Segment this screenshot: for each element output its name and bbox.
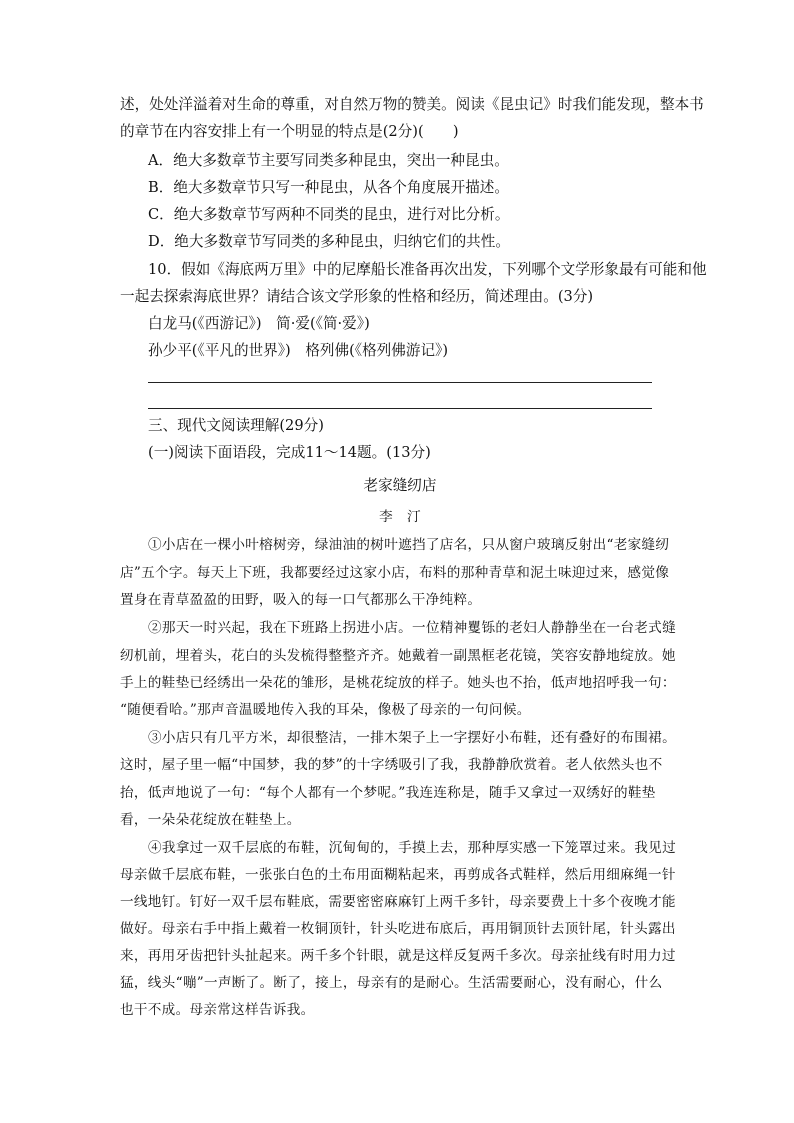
paragraph-4-line: 做好。母亲右手中指上戴着一枚铜顶针，针头吃进布底后，再用铜顶针去顶针尾，针头露出 <box>120 921 676 937</box>
q10-stem-line-1: 10．假如《海底两万里》中的尼摩船长准备再次出发，下列哪个文学形象最有可能和他 <box>148 261 707 278</box>
paragraph-3-line: 抬，低声地说了一句：“每个人都有一个梦呢。”我连连称是，随手又拿过一双绣好的鞋垫 <box>120 785 656 801</box>
q9-option-b: B．绝大多数章节只写一种昆虫，从各个角度展开描述。 <box>148 179 509 196</box>
sub-section-heading: (一)阅读下面语段，完成11～14题。(13分) <box>148 444 431 461</box>
q10-choices-line-1: 白龙马(《西游记》) 简·爱(《简·爱》) <box>148 315 370 332</box>
q9-stem-line-1: 述，处处洋溢着对生命的尊重，对自然万物的赞美。阅读《昆虫记》时我们能发现，整本书 <box>120 96 704 113</box>
section-heading: 三、现代文阅读理解(29分) <box>148 417 324 434</box>
paragraph-4-line: 母亲做千层底布鞋，一张张白色的土布用面糊粘起来，再剪成各式鞋样，然后用细麻绳一针 <box>120 867 676 883</box>
q9-option-a: A．绝大多数章节主要写同类多种昆虫，突出一种昆虫。 <box>148 152 509 169</box>
paragraph-1-line: 置身在青草盈盈的田野，吸入的每一口气都那么干净纯粹。 <box>120 592 482 608</box>
article-title: 老家缝纫店 <box>363 477 437 494</box>
paragraph-3-line: 看，一朵朵花绽放在鞋垫上。 <box>120 812 301 828</box>
article-author: 李 汀 <box>379 509 421 525</box>
paragraph-2-line: ②那天一时兴起，我在下班路上拐进小店。一位精神矍铄的老妇人静静坐在一台老式缝 <box>148 620 676 636</box>
paragraph-2-line: “随便看哈。”那声音温暖地传入我的耳朵，像极了母亲的一句问候。 <box>120 702 531 718</box>
paragraph-1-line: 店”五个字。每天上下班，我都要经过这家小店，布料的那种青草和泥土味迎过来，感觉像 <box>120 565 670 581</box>
q9-stem-line-2: 的章节在内容安排上有一个明显的特点是(2分)( ) <box>120 123 459 140</box>
q10-choices-line-2: 孙少平(《平凡的世界》) 格列佛(《格列佛游记》) <box>148 342 449 359</box>
q10-stem-line-2: 一起去探索海底世界？请结合该文学形象的性格和经历，简述理由。(3分) <box>120 288 594 305</box>
paragraph-4-line: ④我拿过一双千层底的布鞋，沉甸甸的，手摸上去，那种厚实感一下笼罩过来。我见过 <box>148 840 676 856</box>
paragraph-4-line: 也干不成。母亲常这样告诉我。 <box>120 1002 315 1018</box>
paragraph-4-line: 一线地钉。钉好一双千层布鞋底，需要密密麻麻钉上两千多针，母亲要费上十多个夜晚才能 <box>120 894 676 910</box>
paragraph-2-line: 手上的鞋垫已经绣出一朵花的雏形，是桃花绽放的样子。她头也不抬，低声地招呼我一句： <box>120 675 676 691</box>
answer-line-2[interactable] <box>148 408 652 409</box>
answer-line-1[interactable] <box>148 382 652 383</box>
paragraph-3-line: ③小店只有几平方米，却很整洁，一排木架子上一字摆好小布鞋，还有叠好的布围裙。 <box>148 730 676 746</box>
paragraph-4-line: 猛，线头“嘣”一声断了。断了，接上，母亲有的是耐心。生活需要耐心，没有耐心，什么 <box>120 975 663 991</box>
paragraph-3-line: 这时，屋子里一幅“中国梦，我的梦”的十字绣吸引了我，我静静欣赏着。老人依然头也不 <box>120 757 663 773</box>
paragraph-1-line: ①小店在一棵小叶榕树旁，绿油油的树叶遮挡了店名，只从窗户玻璃反射出“老家缝纫 <box>148 537 670 553</box>
q9-option-c: C．绝大多数章节写两种不同类的昆虫，进行对比分析。 <box>148 206 510 223</box>
paragraph-2-line: 纫机前，埋着头，花白的头发梳得整整齐齐。她戴着一副黑框老花镜，笑容安静地绽放。她 <box>120 648 676 664</box>
paragraph-4-line: 来，再用牙齿把针头扯起来。两千多个针眼，就是这样反复两千多次。母亲扯线有时用力过 <box>120 948 676 964</box>
q9-option-d: D．绝大多数章节写同类的多种昆虫，归纳它们的共性。 <box>148 233 510 250</box>
